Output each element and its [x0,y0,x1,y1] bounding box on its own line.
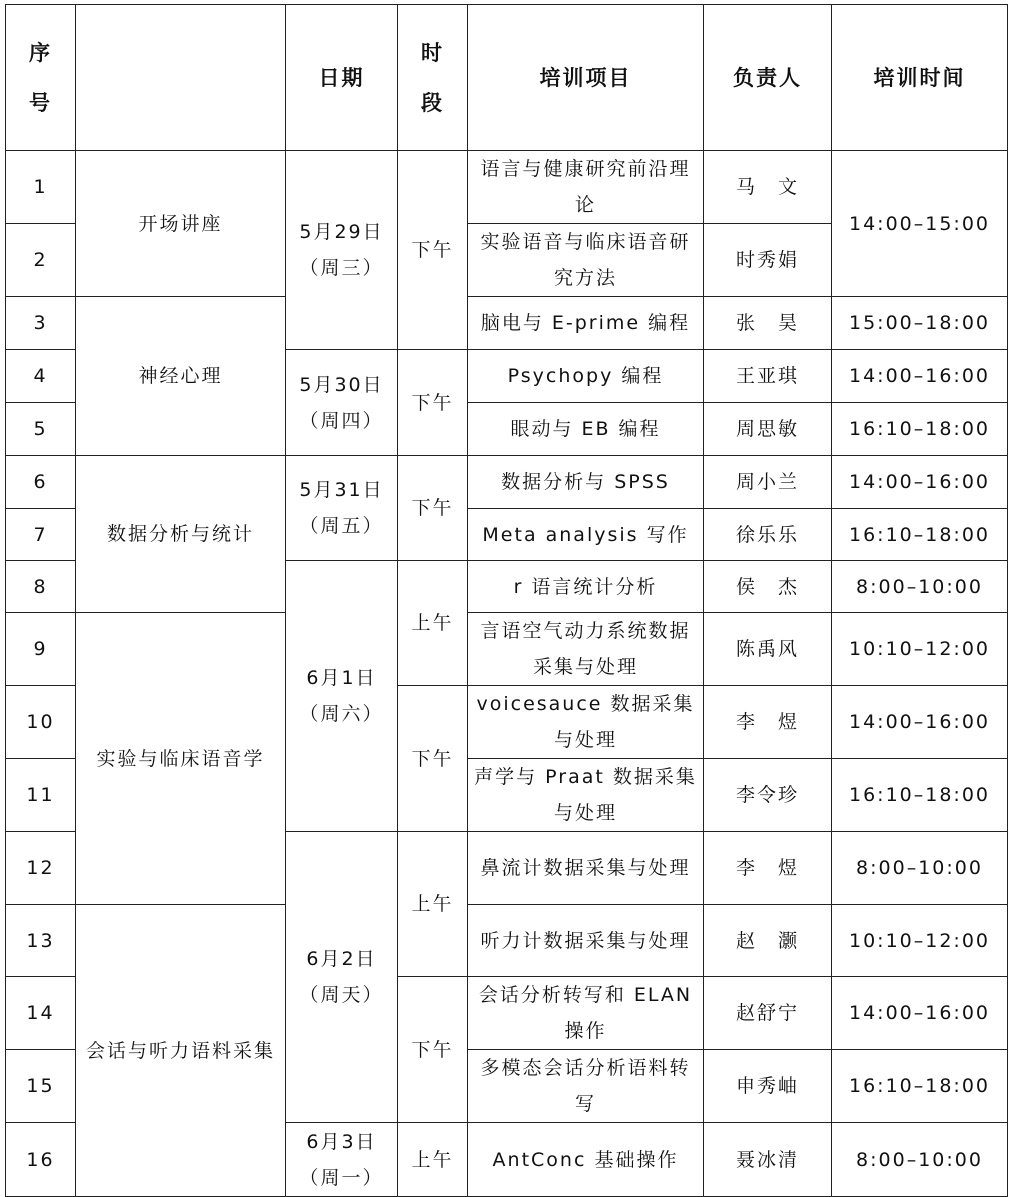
project-cell: 眼动与 EB 编程 [468,403,704,456]
project-cell: Meta analysis 写作 [468,509,704,561]
table-row [6,151,1008,224]
owner-cell: 周思敏 [704,403,832,456]
project-cell: 语言与健康研究前沿理论 [468,151,704,224]
project-cell: 鼻流计数据采集与处理 [468,832,704,905]
row-number: 15 [6,1050,76,1123]
owner-cell: 李 煜 [704,686,832,759]
owner-cell: 王亚琪 [704,350,832,403]
row-number: 14 [6,977,76,1050]
time-cell: 14:00–16:00 [832,977,1008,1050]
owner-cell: 申秀岫 [704,1050,832,1123]
row-number: 13 [6,905,76,977]
date-cell: 6月1日 （周六） [286,561,398,832]
time-cell: 8:00–10:00 [832,832,1008,905]
project-cell: 声学与 Praat 数据采集与处理 [468,759,704,832]
time-cell: 14:00–16:00 [832,686,1008,759]
owner-cell: 侯 杰 [704,561,832,613]
owner-cell: 李令珍 [704,759,832,832]
date-cell: 6月2日 （周天） [286,832,398,1123]
header-owner: 负责人 [704,5,832,151]
owner-cell: 时秀娟 [704,224,832,297]
row-number: 9 [6,613,76,686]
period-cell: 下午 [398,350,468,456]
period-cell: 下午 [398,686,468,832]
header-time: 培训时间 [832,5,1008,151]
header-period: 时 段 [398,5,468,151]
time-cell: 14:00–16:00 [832,456,1008,509]
table-row [6,456,1008,509]
header-seq: 序 号 [6,5,76,151]
row-number: 16 [6,1123,76,1197]
module-cell: 数据分析与统计 [76,456,286,613]
date-cell: 5月31日 （周五） [286,456,398,561]
module-cell: 开场讲座 [76,151,286,297]
owner-cell: 徐乐乐 [704,509,832,561]
time-cell: 16:10–18:00 [832,759,1008,832]
time-cell: 16:10–18:00 [832,403,1008,456]
owner-cell: 李 煜 [704,832,832,905]
period-cell: 下午 [398,977,468,1123]
time-cell: 10:10–12:00 [832,905,1008,977]
module-cell: 神经心理 [76,297,286,456]
time-cell: 15:00–18:00 [832,297,1008,350]
table-row [6,613,1008,686]
row-number: 5 [6,403,76,456]
row-number: 3 [6,297,76,350]
owner-cell: 张 昊 [704,297,832,350]
row-number: 2 [6,224,76,297]
project-cell: r 语言统计分析 [468,561,704,613]
project-cell: Psychopy 编程 [468,350,704,403]
time-cell: 8:00–10:00 [832,1123,1008,1197]
project-cell: 数据分析与 SPSS [468,456,704,509]
module-cell: 会话与听力语料采集 [76,905,286,1197]
owner-cell: 赵 灏 [704,905,832,977]
date-cell: 6月3日 （周一） [286,1123,398,1197]
time-cell: 14:00–16:00 [832,350,1008,403]
row-number: 4 [6,350,76,403]
row-number: 12 [6,832,76,905]
time-cell: 14:00–15:00 [832,151,1008,297]
owner-cell: 聂冰清 [704,1123,832,1197]
row-number: 10 [6,686,76,759]
period-cell: 上午 [398,1123,468,1197]
project-cell: 脑电与 E-prime 编程 [468,297,704,350]
header-module [76,5,286,151]
period-cell: 下午 [398,151,468,350]
row-number: 7 [6,509,76,561]
date-cell: 5月30日 （周四） [286,350,398,456]
header-date: 日期 [286,5,398,151]
row-number: 8 [6,561,76,613]
project-cell: voicesauce 数据采集与处理 [468,686,704,759]
row-number: 6 [6,456,76,509]
header-row [6,5,1008,151]
owner-cell: 马 文 [704,151,832,224]
project-cell: 会话分析转写和 ELAN 操作 [468,977,704,1050]
owner-cell: 周小兰 [704,456,832,509]
header-project: 培训项目 [468,5,704,151]
time-cell: 8:00–10:00 [832,561,1008,613]
period-cell: 下午 [398,456,468,561]
owner-cell: 陈禹风 [704,613,832,686]
project-cell: 多模态会话分析语料转写 [468,1050,704,1123]
module-cell: 实验与临床语音学 [76,613,286,905]
time-cell: 16:10–18:00 [832,509,1008,561]
owner-cell: 赵舒宁 [704,977,832,1050]
row-number: 11 [6,759,76,832]
row-number: 1 [6,151,76,224]
period-cell: 上午 [398,561,468,686]
period-cell: 上午 [398,832,468,977]
date-cell: 5月29日 （周三） [286,151,398,350]
project-cell: AntConc 基础操作 [468,1123,704,1197]
time-cell: 16:10–18:00 [832,1050,1008,1123]
project-cell: 听力计数据采集与处理 [468,905,704,977]
project-cell: 实验语音与临床语音研究方法 [468,224,704,297]
time-cell: 10:10–12:00 [832,613,1008,686]
table-row [6,905,1008,977]
training-schedule-table [5,4,1008,1197]
table-row [6,297,1008,350]
project-cell: 言语空气动力系统数据采集与处理 [468,613,704,686]
